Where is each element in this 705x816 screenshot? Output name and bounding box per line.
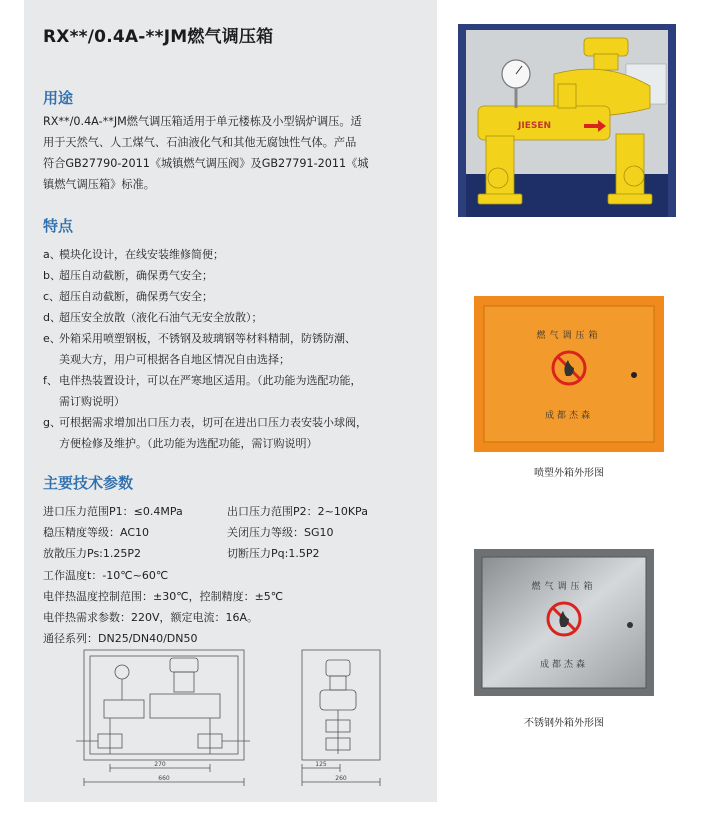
usage-line: 符合GB27790-2011《城镇燃气调压阀》及GB27791-2011《城 [43, 157, 369, 170]
feature-item: d、 超压安全放散（液化石油气无安全放散）； [43, 311, 263, 324]
dimension-270: 270 [154, 761, 166, 768]
caption-painted-box: 喷塑外箱外形图 [534, 468, 604, 479]
box-door-text: 燃气调压箱 [536, 331, 602, 341]
dimension-660: 660 [158, 775, 170, 782]
regulator-photo [458, 24, 676, 217]
dimension-125: 125 [315, 761, 327, 768]
feature-item: g、 可根据需求增加出口压力表，切可在进出口压力表安装小球阀， 方便检修及维护。（此功能为选配功能，需订购说明） [43, 416, 367, 450]
feature-item: e、 外箱采用喷塑钢板，不锈钢及玻璃钢等材料精制，防锈防潮、 美观大方，用户可根据各自地区情况自由选择； [43, 332, 356, 366]
spec-row: 进口压力范围P1：≤0.4MPa 出口压力范围P2：2~10KPa [43, 505, 368, 518]
lock-icon [631, 372, 637, 378]
gauge-icon [115, 665, 129, 679]
usage-line: 镇燃气调压箱》标准。 [43, 178, 155, 191]
specs-list [43, 501, 433, 649]
usage-heading: 用途 [43, 89, 74, 107]
feature-item: f、 电伴热装置设计，可以在严寒地区适用。（此功能为选配功能， 需订购说明） [43, 374, 362, 408]
caption-stainless-box: 不锈钢外箱外形图 [524, 718, 604, 729]
spec-line: 电伴热需求参数：220V，额定电流：16A。 [43, 611, 259, 625]
spec-line: 电伴热温度控制范围：±30℃，控制精度：±5℃ [43, 589, 284, 603]
feature-item: a、 模块化设计，在线安装维修简便； [43, 248, 224, 261]
features-list [43, 244, 433, 454]
usage-line: RX**/0.4A-**JM燃气调压箱适用于单元楼栋及小型锅炉调压。适 [43, 115, 362, 128]
page-title: RX**/0.4A-**JM燃气调压箱 [43, 27, 274, 47]
box-door-text: 燃气调压箱 [531, 582, 597, 592]
feature-item: b、 超压自动截断，确保勇气安全； [43, 269, 213, 282]
lock-icon [627, 622, 633, 628]
box-company-text: 成都杰森 [544, 411, 594, 421]
dimension-260: 260 [335, 775, 347, 782]
usage-line: 用于天然气、人工煤气、石油液化气和其他无腐蚀性气体。产品 [43, 136, 357, 149]
features-heading: 特点 [43, 217, 74, 235]
stainless-box-photo [474, 549, 654, 696]
spec-line: 通径系列：DN25/DN40/DN50 [43, 632, 198, 646]
feature-item: c、 超压自动截断，确保勇气安全； [43, 290, 213, 303]
spec-line: 工作温度t：-10℃~60℃ [43, 568, 169, 582]
usage-paragraph [43, 111, 423, 195]
technical-drawing [70, 642, 410, 792]
regulator-brand: JIESEN [518, 121, 552, 131]
specs-heading: 主要技术参数 [43, 474, 134, 492]
painted-box-photo [474, 296, 664, 452]
spec-row: 放散压力Ps:1.25P2 切断压力Pq:1.5P2 [43, 547, 320, 561]
box-company-text: 成都杰森 [539, 660, 589, 670]
spec-row: 稳压精度等级：AC10 关闭压力等级：SG10 [43, 526, 334, 540]
side-view-box [302, 650, 380, 760]
